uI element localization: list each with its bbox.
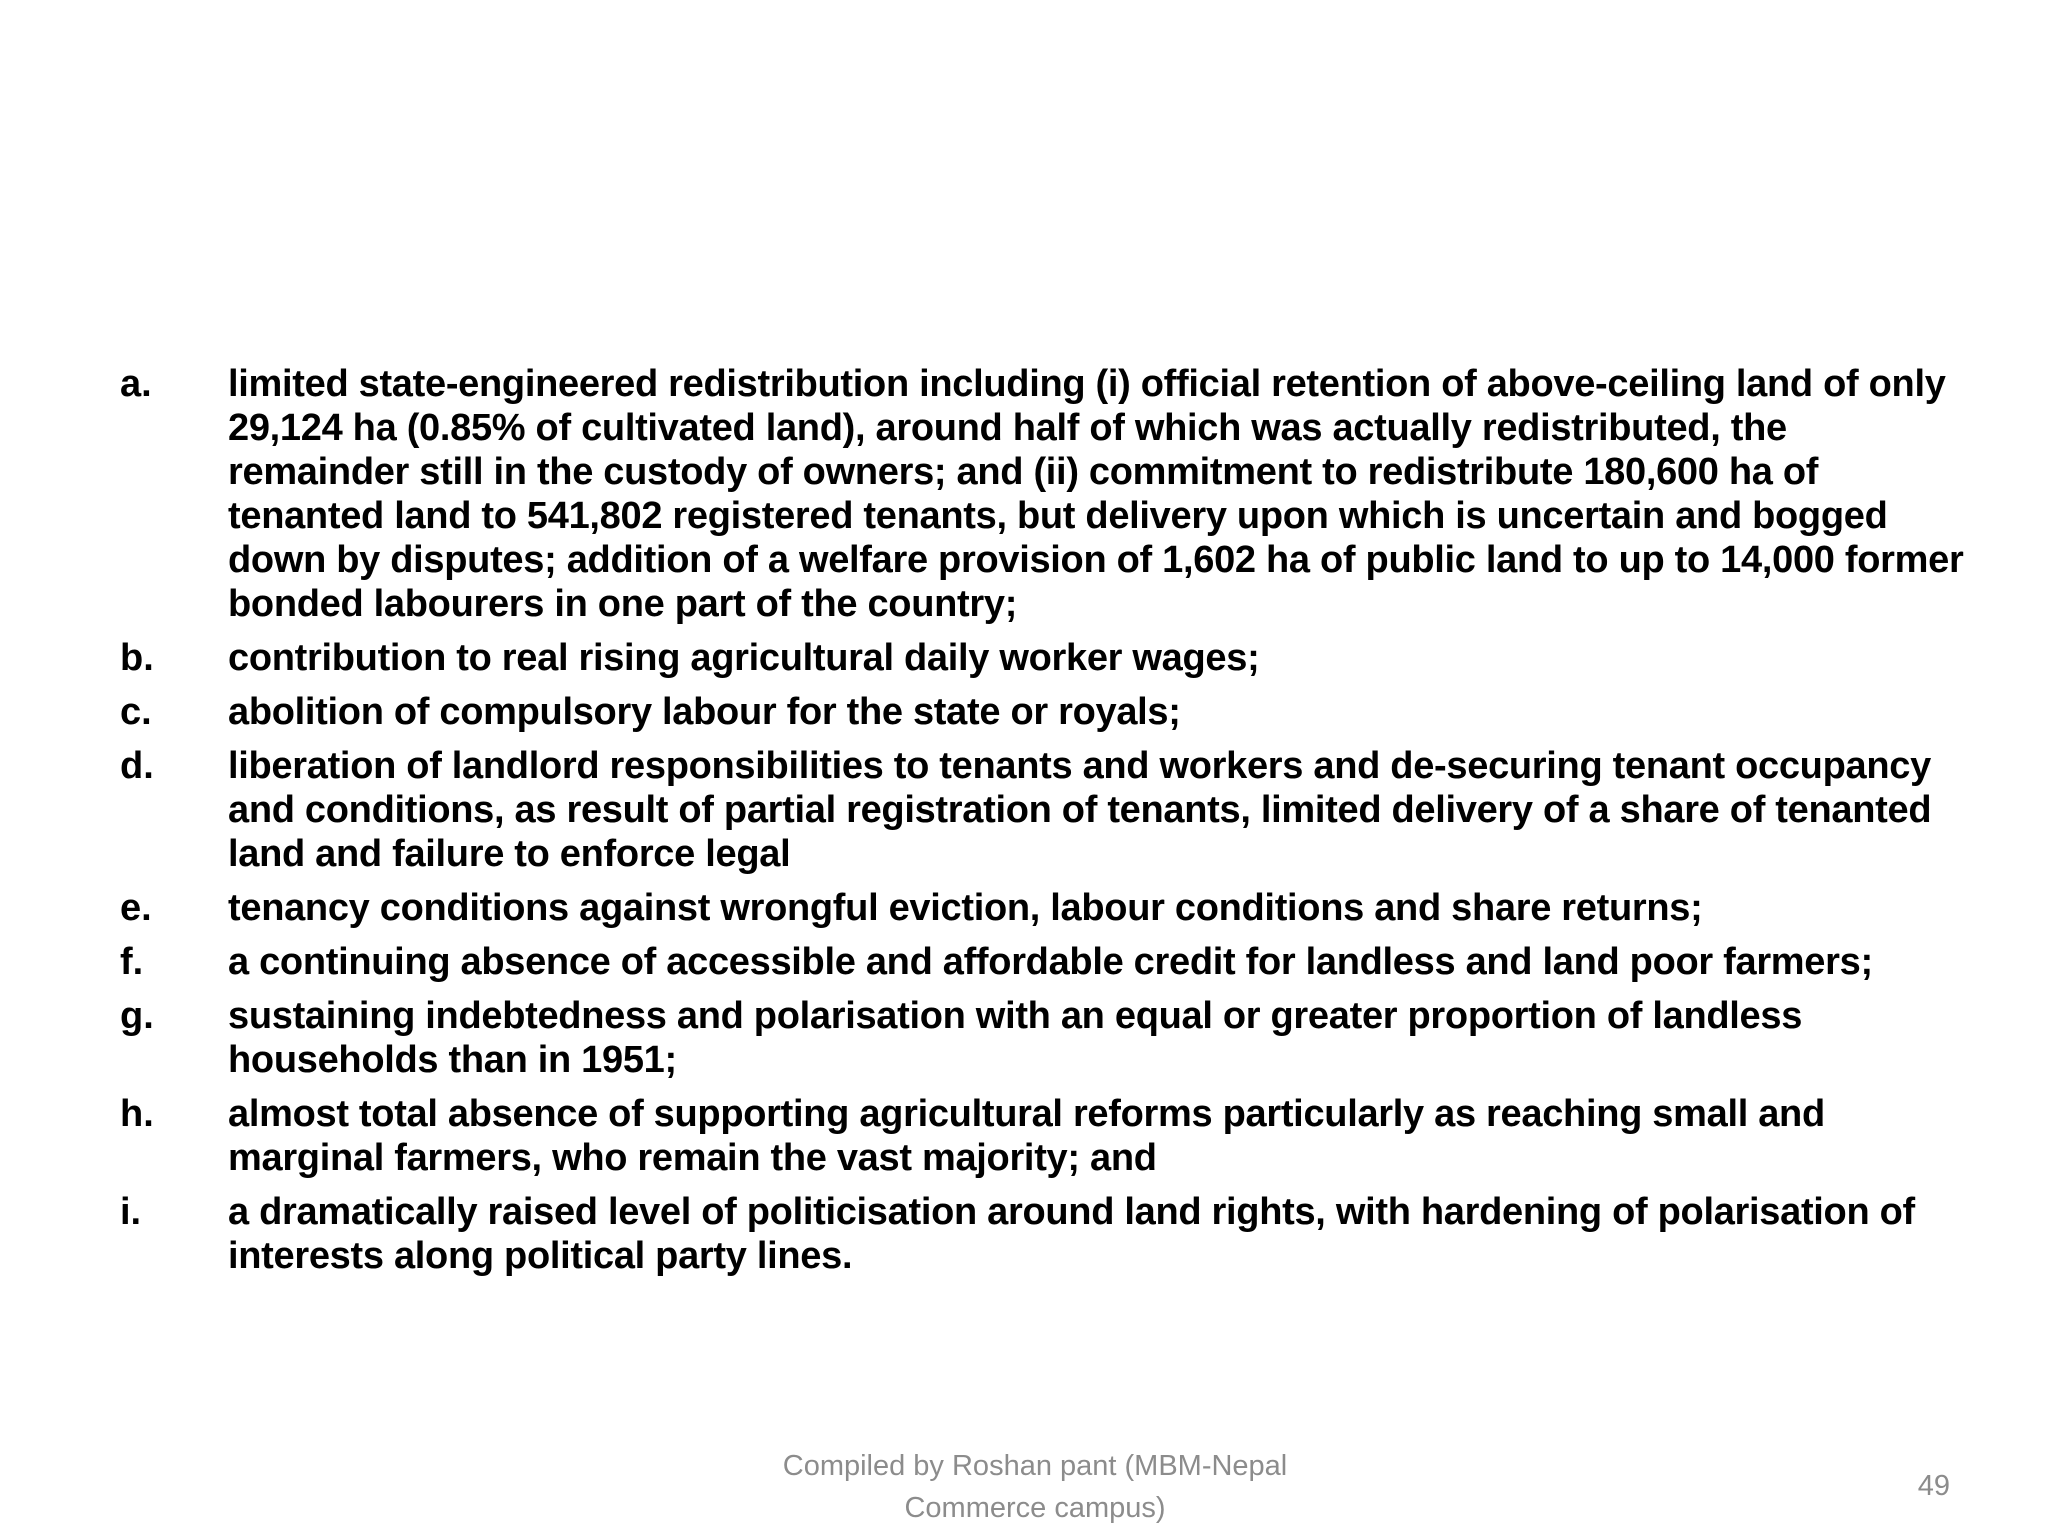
- list-item-e: [120, 886, 1970, 930]
- list-item-h: [120, 1092, 1970, 1180]
- list-item-text: contribution to real rising agricultural daily worker wages;: [228, 637, 1260, 679]
- list-item-text: tenancy conditions against wrongful eviction, labour conditions and share returns;: [228, 887, 1703, 929]
- list-item-text: a continuing absence of accessible and affordable credit for landless and land poor farmers;: [228, 941, 1873, 983]
- list-item-c: [120, 690, 1970, 734]
- list-marker: e.: [120, 887, 152, 929]
- list-marker: i.: [120, 1191, 142, 1233]
- list-marker: f.: [120, 941, 144, 983]
- footer-line-2: Commerce campus): [904, 1492, 1166, 1524]
- list-item-d: [120, 744, 1970, 876]
- list-marker: g.: [120, 995, 154, 1037]
- list-item-b: [120, 636, 1970, 680]
- list-item-text: limited state-engineered redistribution including (i) official retention of above-ceiling land of only 29,124 ha (0.85% of cultivated land), around half of which was actually redistributed, the remainder still in the custody of owners; and (ii) commitment to redistribute 180,600 ha of tenanted land to 541,802 registered tenants, but delivery upon which is uncertain and bogged down by disputes; addition of a welfare provision of 1,602 ha of public land to up to 14,000 former bonded labourers in one part of the country;: [228, 363, 1964, 625]
- footer-line-1: Compiled by Roshan pant (MBM-Nepal: [782, 1450, 1288, 1482]
- list-item-text: a dramatically raised level of politicisation around land rights, with hardening of polarisation of interests along political party lines.: [228, 1191, 1915, 1277]
- list-item-text: almost total absence of supporting agricultural reforms particularly as reaching small and marginal farmers, who remain the vast majority; and: [228, 1093, 1825, 1179]
- page-number: 49: [1917, 1470, 1950, 1502]
- footer-credit: [700, 1445, 1370, 1529]
- list-marker: b.: [120, 637, 154, 679]
- list-item-a: [120, 362, 1970, 626]
- list-item-text: abolition of compulsory labour for the state or royals;: [228, 691, 1181, 733]
- list-marker: d.: [120, 745, 154, 787]
- list-item-g: [120, 994, 1970, 1082]
- list-marker: c.: [120, 691, 152, 733]
- lettered-list: [120, 362, 1970, 1288]
- list-item-f: [120, 940, 1970, 984]
- list-item-i: [120, 1190, 1970, 1278]
- list-item-text: sustaining indebtedness and polarisation with an equal or greater proportion of landless households than in 1951;: [228, 995, 1803, 1081]
- list-item-text: liberation of landlord responsibilities to tenants and workers and de-securing tenant occupancy and conditions, as result of partial registration of tenants, limited delivery of a share of tenanted land and failure to enforce legal: [228, 745, 1932, 875]
- list-marker: a.: [120, 363, 152, 405]
- list-marker: h.: [120, 1093, 154, 1135]
